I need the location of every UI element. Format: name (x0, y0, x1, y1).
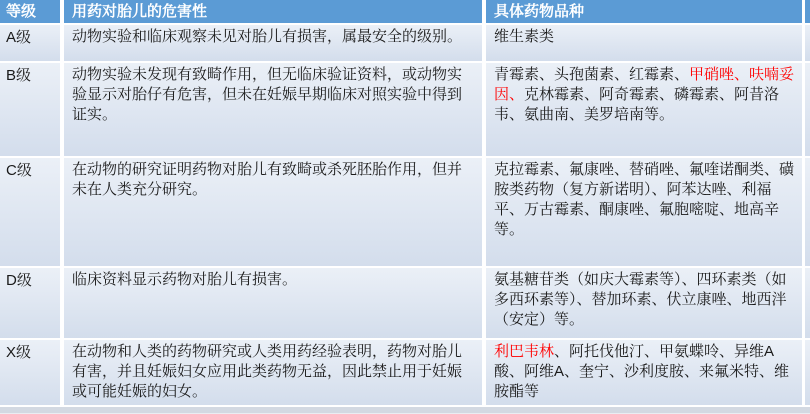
table-bottom-edge (0, 407, 810, 414)
header-drugs: 具体药物品种 (486, 0, 805, 23)
drugs-cell (486, 63, 805, 156)
drug-segment-highlighted: 甲硝唑、呋喃妥因、 (494, 66, 795, 103)
table-row-b (0, 63, 810, 158)
table-row-x (0, 340, 810, 407)
drug-segment: 氨基糖苷类（如庆大霉素等）、四环素类（如多西环素等）、替加环素、伏立康唑、地西泮（安定）等。 (494, 271, 787, 328)
drugs-cell (486, 268, 805, 338)
drugs-cell (486, 25, 805, 61)
drugs-cell (486, 158, 805, 266)
header-harm: 用药对胎儿的危害性 (64, 0, 486, 23)
table-row-d (0, 268, 810, 340)
drug-segment: 维生素类 (494, 28, 555, 45)
drug-segment-highlighted: 利巴韦林 (494, 343, 555, 360)
table-row-a (0, 25, 810, 63)
harm-cell: 在动物和人类的药物研究或人类用药经验表明，药物对胎儿有害，并且妊娠妇女应用此类药物无益，因此禁止用于妊娠或可能妊娠的妇女。 (64, 340, 486, 405)
grade-cell: B级 (0, 63, 64, 156)
table-row-c (0, 158, 810, 268)
harm-cell: 在动物的研究证明药物对胎儿有致畸或杀死胚胎作用，但并未在人类充分研究。 (64, 158, 486, 266)
drugs-cell (486, 340, 805, 405)
grade-cell: D级 (0, 268, 64, 338)
header-grade: 等级 (0, 0, 64, 23)
table-header-row (0, 0, 810, 25)
drug-segment: 青霉素、头孢菌素、红霉素、 (494, 66, 690, 83)
grade-cell: X级 (0, 340, 64, 405)
harm-cell: 动物实验未发现有致畸作用，但无临床验证资料，或动物实验显示对胎仔有危害，但未在妊娠早期临床对照实验中得到证实。 (64, 63, 486, 156)
drug-segment: 、阿托伐他汀、甲氨蝶呤、异维A酸、阿维A、奎宁、沙利度胺、来氟米特、维胺酯等 (494, 343, 790, 400)
harm-cell: 临床资料显示药物对胎儿有损害。 (64, 268, 486, 338)
drug-segment: 克拉霉素、氟康唑、替硝唑、氟喹诺酮类、磺胺类药物（复方新诺明）、阿苯达唑、利福平、万古霉素、酮康唑、氟胞嘧啶、地高辛等。 (494, 161, 795, 238)
harm-cell: 动物实验和临床观察未见对胎儿有损害，属最安全的级别。 (64, 25, 486, 61)
drug-segment: 克林霉素、阿奇霉素、磷霉素、阿昔洛韦、氨曲南、美罗培南等。 (494, 86, 780, 123)
grade-cell: A级 (0, 25, 64, 61)
grade-cell: C级 (0, 158, 64, 266)
